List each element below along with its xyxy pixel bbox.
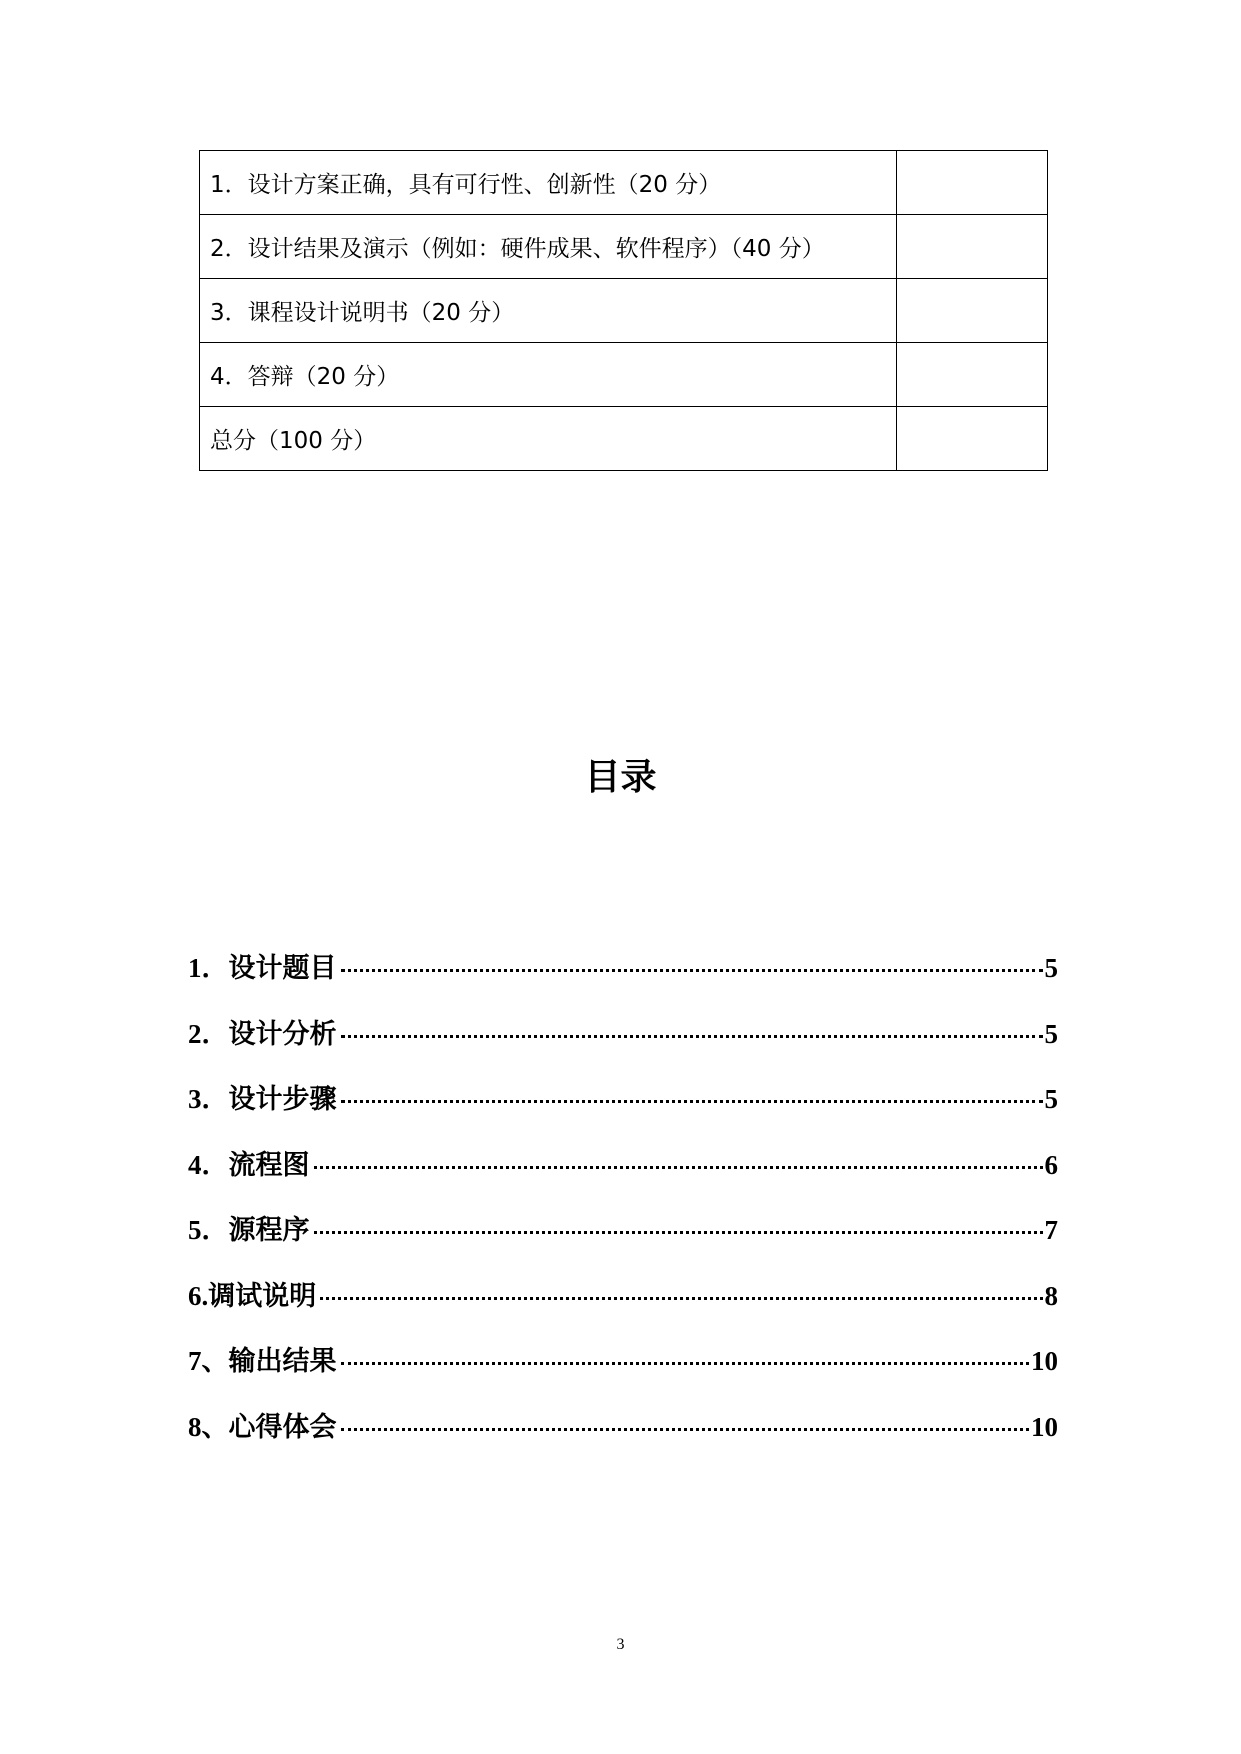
toc-entry-page: 6 (1044, 1149, 1058, 1180)
table-row (200, 151, 1048, 215)
score-cell (897, 279, 1048, 343)
score-cell (897, 151, 1048, 215)
toc-title: 目录 (584, 757, 657, 798)
toc-entry-page: 10 (1031, 1411, 1058, 1442)
score-cell (897, 343, 1048, 407)
page-number: 3 (616, 1636, 625, 1653)
toc-leader-dots (320, 1297, 1042, 1300)
toc-leader-dots (314, 1231, 1043, 1234)
toc-leader-dots (314, 1166, 1043, 1169)
toc-entry[interactable] (188, 1012, 1058, 1078)
toc-leader-dots (341, 1428, 1030, 1431)
toc-leader-dots (341, 1362, 1030, 1365)
table-row (200, 279, 1048, 343)
toc-entry-label: 8、心得体会 (188, 1411, 337, 1442)
toc-entry-page: 8 (1044, 1280, 1058, 1311)
criterion-cell: 4．答辩（20 分） (200, 343, 897, 407)
toc-entry-page: 5 (1044, 953, 1058, 983)
toc-entry[interactable] (188, 1143, 1058, 1209)
toc-entry[interactable] (188, 1077, 1058, 1143)
total-score-cell (897, 407, 1048, 471)
toc-entry[interactable] (188, 1405, 1058, 1471)
toc-entry-label: 2．设计分析 (188, 1018, 337, 1049)
toc-entry[interactable] (188, 946, 1058, 1012)
toc-entry[interactable] (188, 1208, 1058, 1274)
toc-entry-label: 3．设计步骤 (188, 1084, 337, 1114)
toc-entry-label: 7、输出结果 (188, 1346, 337, 1376)
criterion-cell: 3．课程设计说明书（20 分） (200, 279, 897, 343)
total-cell: 总分（100 分） (200, 407, 897, 471)
toc-entry-label: 4．流程图 (188, 1149, 310, 1180)
toc-entry-label: 5．源程序 (188, 1215, 310, 1245)
table-row (200, 343, 1048, 407)
table-row (200, 407, 1048, 471)
toc-leader-dots (341, 1100, 1043, 1103)
toc-entry-page: 10 (1031, 1346, 1058, 1376)
toc-list (188, 946, 1058, 1470)
toc-entry-label: 1．设计题目 (188, 953, 337, 983)
toc-leader-dots (341, 969, 1043, 972)
toc-entry-page: 7 (1044, 1215, 1058, 1245)
table-row (200, 215, 1048, 279)
score-cell (897, 215, 1048, 279)
toc-entry[interactable] (188, 1339, 1058, 1405)
toc-leader-dots (341, 1035, 1043, 1038)
criterion-cell: 1．设计方案正确，具有可行性、创新性（20 分） (200, 151, 897, 215)
toc-entry[interactable] (188, 1274, 1058, 1340)
criterion-cell: 2．设计结果及演示（例如：硬件成果、软件程序）（40 分） (200, 215, 897, 279)
toc-entry-page: 5 (1044, 1084, 1058, 1114)
score-table (199, 150, 1048, 471)
toc-entry-label: 6.调试说明 (188, 1280, 317, 1311)
toc-entry-page: 5 (1044, 1018, 1058, 1049)
